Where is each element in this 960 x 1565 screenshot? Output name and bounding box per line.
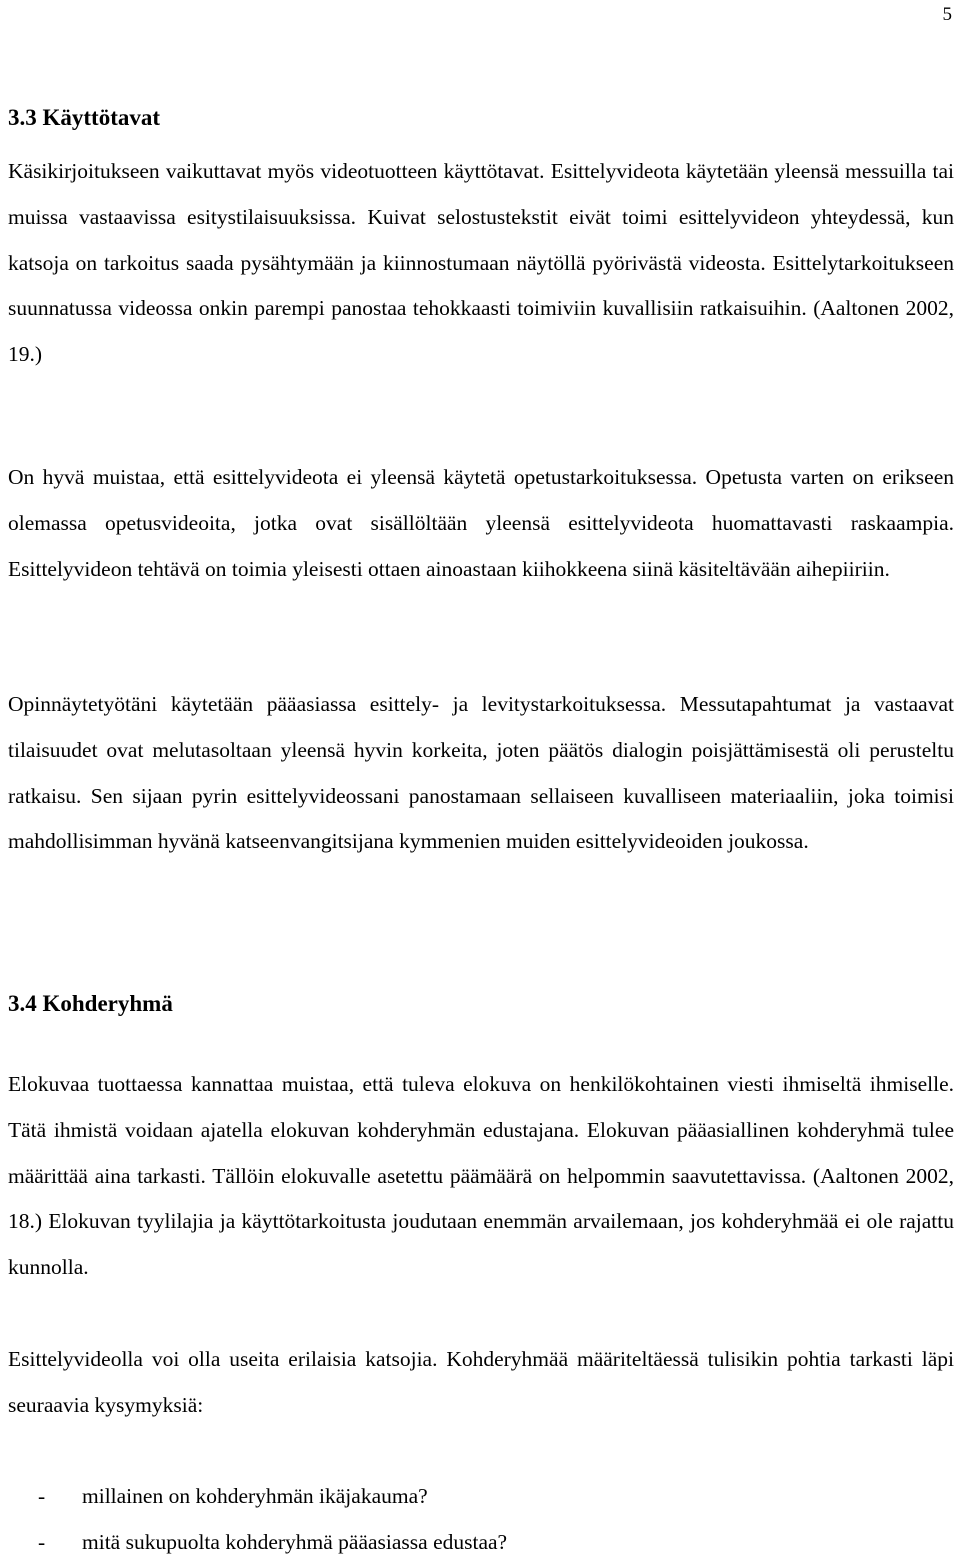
section-heading-kohderyhma: 3.4 Kohderyhmä — [8, 991, 173, 1016]
paragraph: Opinnäytetyötäni käytetään pääasiassa esittely- ja levitystarkoituksessa. Messutapahtumat ja vastaavat tilaisuudet ovat melutasoltaan yleensä hyvin korkeita, joten päätös dialogin poisjättämisestä oli perusteltu ratkaisu. Sen sijaan pyrin esittelyvideossani panostamaan sellaiseen kuvalliseen materiaaliin, joka toimisi mahdollisimman hyvänä katseenvangitsijana kymmenien muiden esittelyvideoiden joukossa. — [8, 692, 954, 854]
list-item — [38, 1473, 507, 1519]
paragraph: Elokuvaa tuottaessa kannattaa muistaa, että tuleva elokuva on henkilökohtainen viesti ihmiseltä ihmiselle. Tätä ihmistä voidaan ajatella elokuvan kohderyhmän edustajana. Elokuvan pääasiallinen kohderyhmä tulee määrittää aina tarkasti. Tällöin elokuvalle asetettu päämäärä on helpommin saavutettavissa. (Aaltonen 2002, 18.) Elokuvan tyylilajia ja käyttötarkoitusta joudutaan enemmän arvailemaan, jos kohderyhmää ei ole rajattu kunnolla. — [8, 1072, 954, 1280]
list-item — [38, 1519, 507, 1565]
section-heading-kayttotavat: 3.3 Käyttötavat — [8, 105, 161, 130]
list-item-text: mitä sukupuolta kohderyhmä pääasiassa edustaa? — [82, 1530, 508, 1554]
page-number: 5 — [942, 4, 952, 25]
paragraph: On hyvä muistaa, että esittelyvideota ei yleensä käytetä opetustarkoituksessa. Opetusta varten on erikseen olemassa opetusvideoita, jotka ovat sisällöltään yleensä esittelyvideota huomattavasti raskaampia. Esittelyvideon tehtävä on toimia yleisesti ottaen ainoastaan kiihokkeena siinä käsiteltävään aihepiiriin. — [8, 465, 954, 581]
list-item-text: millainen on kohderyhmän ikäjakauma? — [82, 1484, 428, 1508]
paragraph: Käsikirjoitukseen vaikuttavat myös videotuotteen käyttötavat. Esittelyvideota käytetään yleensä messuilla tai muissa vastaavissa esitystilaisuuksissa. Kuivat selostustekstit eivät toimi esittelyvideon yhteydessä, kun katsoja on tarkoitus saada pysähtymään ja kiinnostumaan näytöllä pyörivästä videosta. Esittelytarkoitukseen suunnatussa videossa onkin parempi panostaa tehokkaasti toimiviin kuvallisiin ratkaisuihin. (Aaltonen 2002, 19.) — [8, 159, 954, 367]
question-list — [38, 1473, 507, 1565]
bullet-dash: - — [38, 1530, 46, 1554]
paragraph: Esittelyvideolla voi olla useita erilaisia katsojia. Kohderyhmää määriteltäessä tulisikin pohtia tarkasti läpi seuraavia kysymyksiä: — [8, 1347, 954, 1417]
bullet-dash: - — [38, 1484, 46, 1508]
